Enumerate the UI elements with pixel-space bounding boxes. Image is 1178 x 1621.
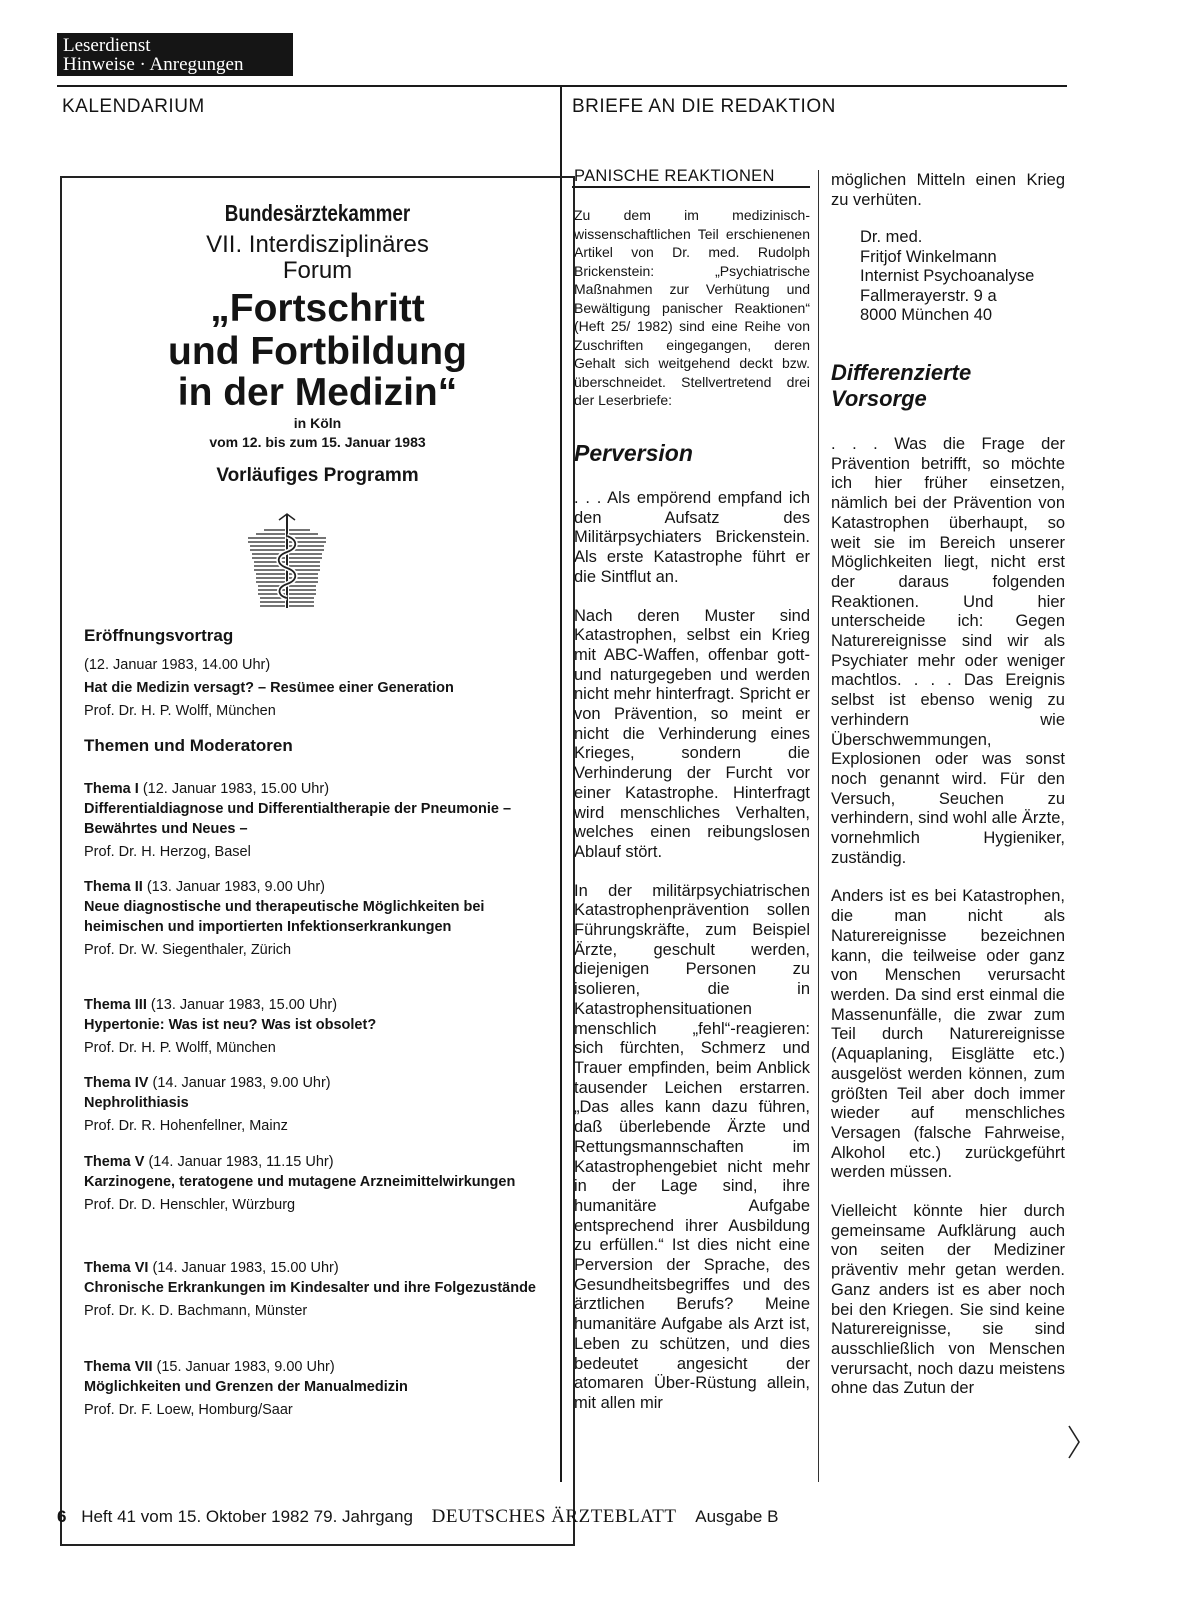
topic-title: Nephrolithiasis xyxy=(84,1095,189,1111)
topic-speaker: Prof. Dr. D. Henschler, Würzburg xyxy=(84,1197,296,1213)
topic-label: Thema II xyxy=(84,879,143,895)
topic-speaker: Prof. Dr. H. P. Wolff, München xyxy=(84,1040,276,1056)
topic-label: Thema VI xyxy=(84,1260,149,1276)
letter2-title xyxy=(831,360,971,412)
topic-label: Thema III xyxy=(84,997,147,1013)
letter1-signature xyxy=(860,228,1034,326)
program-list xyxy=(84,626,554,756)
topic-time: (14. Januar 1983, 9.00 Uhr) xyxy=(148,1075,331,1091)
topic-title: Hypertonie: Was ist neu? Was ist obsolet? xyxy=(84,1017,377,1033)
section-tag-line1: Leserdienst xyxy=(63,35,151,56)
topic-3 xyxy=(84,995,554,1058)
opening-time: (12. Januar 1983, 14.00 Uhr) xyxy=(84,657,271,673)
topic-title: Karzinogene, teratogene und mutagene Arzneimittelwirkungen xyxy=(84,1174,516,1190)
kicker-rule xyxy=(572,186,810,188)
continue-arrow-icon xyxy=(1067,1424,1081,1460)
topic-time: (13. Januar 1983, 15.00 Uhr) xyxy=(146,997,338,1013)
topic-speaker: Prof. Dr. F. Loew, Homburg/Saar xyxy=(84,1402,293,1418)
event-dates: vom 12. bis zum 15. Januar 1983 xyxy=(209,434,426,450)
topic-label: Thema IV xyxy=(84,1075,149,1091)
topic-title: Differentialdiagnose und Differentialtherapie der Pneumonie – Bewährtes und Neues – xyxy=(84,801,512,837)
letter1-paragraph-2: Nach deren Muster sind Katastrophen, selbst ein Krieg mit ABC-Waffen, offenbar gott- und naturgegeben und werden nicht mehr hinterfragt. Spricht er von Prävention, so meint er nicht die Verhinderung eines Krieges, sondern die Verhinderung der Furcht vor einer Katastrophe. Hinterfragt wird menschliches Verhalten, welches einen reibungslosen Ablauf stört. xyxy=(574,606,810,861)
topic-title: Neue diagnostische und therapeutische Möglichkeiten bei heimischen und importierten Infektionserkrankungen xyxy=(84,899,485,935)
topic-title: Möglichkeiten und Grenzen der Manualmedizin xyxy=(84,1379,408,1395)
event-title-line2: und Fortbildung xyxy=(168,330,467,373)
topic-title: Chronische Erkrankungen im Kindesalter und ihre Folgezustände xyxy=(84,1280,536,1296)
topic-7 xyxy=(84,1357,554,1420)
signature-line5: 8000 München 40 xyxy=(860,306,993,325)
aesculapian-staff-emblem-icon xyxy=(246,510,328,610)
forum-line1: VII. Interdisziplinäres xyxy=(206,231,429,258)
top-rule xyxy=(57,85,1067,87)
event-location: in Köln xyxy=(293,415,342,431)
topic-speaker: Prof. Dr. W. Siegenthaler, Zürich xyxy=(84,942,292,958)
page-number: 6 xyxy=(57,1507,67,1526)
signature-line1: Dr. med. xyxy=(860,228,923,246)
letter1-title: Perversion xyxy=(574,440,693,466)
topic-2 xyxy=(84,877,554,960)
letter2-paragraph-3: Vielleicht könnte hier durch gemeinsame Aufklärung auch von seiten der Mediziner präventiv mehr getan werden. Ganz anders ist es aber noch bei den Kriegen. Sie sind keine Naturereignisse, sie sind ausschließlich von Menschen verursacht, noch dazu meistens ohne das Zutun der xyxy=(831,1202,1065,1398)
letter1-body xyxy=(574,489,810,1414)
organizer-name: Bundesärztekammer xyxy=(224,200,411,226)
letter2-paragraph-2: Anders ist es bei Katastrophen, die man nicht als Naturereignisse bezeichnen kann, die teilweise oder ganz von Menschen verursacht werden. Da sind erst einmal die Massenunfälle, die zwar zum Teil durch Naturereignisse (Aquaplaning, Eisglätte etc.) ausgelöst werden können, zum größten Teil aber doch immer wieder auf menschliches Versagen (falsche Fahrweise, Alkohol etc.) zurückgeführt werden müssen. xyxy=(831,887,1065,1182)
letter1-paragraph-1: . . . Als empörend empfand ich den Aufsatz des Militärpsychiaters Brickenstein. Als erste Katastrophe führt er die Sintflut an. xyxy=(574,489,810,586)
opening-heading: Eröffnungsvortrag xyxy=(84,626,234,645)
letter2-title-line2: Vorsorge xyxy=(831,386,927,411)
letter2-body xyxy=(831,435,1065,1399)
topic-time: (12. Januar 1983, 15.00 Uhr) xyxy=(138,781,330,797)
column-divider-2 xyxy=(818,170,819,1482)
event-title-line1: „Fortschritt xyxy=(210,287,425,330)
topic-6 xyxy=(84,1258,554,1321)
section-label-briefe: BRIEFE AN DIE REDAKTION xyxy=(572,96,836,117)
topic-time: (15. Januar 1983, 9.00 Uhr) xyxy=(152,1359,335,1375)
letter2-title-line1: Differenzierte xyxy=(831,360,972,385)
letter1-paragraph-3: In der militärpsychiatrischen Katastrophenprävention sollen Führungskräfte, zum Beispiel Ärzte, geschult werden, diejenigen Personen zu isolieren, die in Katastrophensituationen menschlich „fehl“-reagieren: sich fürchten, Schmerz und Trauer empfinden, beim Anblick tausender Leichen erstarren. „Das alles kann dazu führen, daß überlebende Ärzte und Rettungsmannschaften im Katastrophengebiet nicht mehr in der Lage sind, ihre humanitäre Aufgabe entsprechend ihrer Ausbildung zu erfüllen.“ Ist dies nicht eine Perversion der Sprache, des Gesundheitsbegriffes und des ärztlichen Berufs? Meine humanitäre Aufgabe als Arzt ist, Leben zu schützen, und dies bedeutet angesicht der atomaren Über-Rüstung allein, mit allen mir xyxy=(574,881,810,1412)
forum-line2: Forum xyxy=(282,257,353,284)
signature-line3: Internist Psychoanalyse xyxy=(860,267,1035,286)
topic-speaker: Prof. Dr. H. Herzog, Basel xyxy=(84,844,251,860)
opening-title: Hat die Medizin versagt? – Resümee einer Generation xyxy=(84,680,454,696)
topic-speaker: Prof. Dr. R. Hohenfellner, Mainz xyxy=(84,1118,288,1134)
topic-label: Thema VII xyxy=(84,1359,153,1375)
page-footer xyxy=(57,1506,778,1528)
topic-time: (14. Januar 1983, 11.15 Uhr) xyxy=(144,1154,334,1170)
topic-speaker: Prof. Dr. K. D. Bachmann, Münster xyxy=(84,1303,308,1319)
topic-1 xyxy=(84,779,554,862)
letter2-paragraph-1: . . . Was die Frage der Prävention betrifft, so möchte ich hier früher einsetzen, nämlich bei der Prävention von Katastrophen überhaupt, so weit sie im Bereich unserer Möglichkeiten liegt, nicht erst der daraus folgenden Reaktionen. Und hier unterscheide ich: Gegen Naturereignisse sind wir als Psychiater mehr oder weniger machtlos. . . . Das Ereignis selbst ist ebenso wenig zu verhindern wie Überschwemmungen, Explosionen oder was sonst noch genannt wird. Für den Versuch, Seuchen zu verhindern, sind wohl alle Ärzte, vornehmlich Hygieniker, zuständig. xyxy=(831,435,1065,867)
section-tag xyxy=(57,33,293,76)
section-tag-line2: Hinweise · Anregungen xyxy=(63,54,244,75)
issue-info: Heft 41 vom 15. Oktober 1982 79. Jahrgang xyxy=(81,1507,413,1526)
journal-name: DEUTSCHES ÄRZTEBLATT xyxy=(431,1506,677,1527)
edition: Ausgabe B xyxy=(695,1507,779,1526)
topics-heading: Themen und Moderatoren xyxy=(84,736,293,755)
topic-label: Thema V xyxy=(84,1154,145,1170)
signature-line4: Fallmerayerstr. 9 a xyxy=(860,286,997,305)
opening-speaker: Prof. Dr. H. P. Wolff, München xyxy=(84,703,276,719)
topic-time: (13. Januar 1983, 9.00 Uhr) xyxy=(142,879,325,895)
topic-time: (14. Januar 1983, 15.00 Uhr) xyxy=(148,1260,339,1276)
letters-intro: Zu dem im medizinisch-wissenschaftlichen Teil erschienenen Artikel von Dr. med. Rudolph Brickenstein: „Psychiatrische Maßnahmen zur Verhütung und Bewältigung panischer Reaktionen“ (Heft 25/ 1982) sind eine Reihe von Zuschriften eingegangen, deren Gehalt sich weitgehend deckt bzw. überschneidet. Stellvertretend drei der Leserbriefe: xyxy=(574,207,810,408)
event-title-line3: in der Medizin“ xyxy=(177,371,458,414)
signature-line2: Fritjof Winkelmann xyxy=(860,247,997,266)
topic-label: Thema I xyxy=(84,781,139,797)
topic-5 xyxy=(84,1152,554,1215)
program-heading: Vorläufiges Programm xyxy=(216,465,419,486)
event-organizer xyxy=(60,200,575,227)
topic-4 xyxy=(84,1073,554,1136)
section-label-kalendarium: KALENDARIUM xyxy=(62,96,205,117)
letters-kicker: PANISCHE REAKTIONEN xyxy=(574,167,775,185)
letter1-continuation: möglichen Mitteln einen Krieg zu verhüten. xyxy=(831,171,1065,209)
